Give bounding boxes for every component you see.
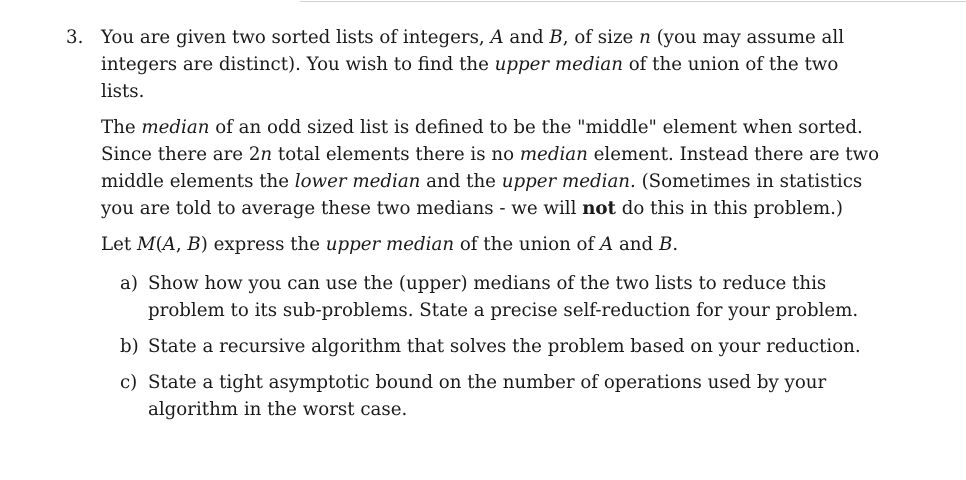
- math-paren: ): [200, 234, 208, 255]
- subparts-list: [120, 270, 886, 423]
- notation-emphasis: upper median: [325, 234, 455, 255]
- definition-bold: not: [582, 198, 616, 219]
- math-A: A: [600, 234, 614, 255]
- subpart-text: Show how you can use the (upper) medians of the two lists to reduce this problem to its sub-problems. State a precise self-reduction for your problem.: [148, 273, 859, 321]
- math-n: n: [639, 27, 651, 48]
- subpart-b: [120, 333, 886, 360]
- problem-3: [66, 24, 886, 432]
- subpart-label: a): [120, 273, 138, 294]
- subpart-text: State a recursive algorithm that solves the problem based on your reduction.: [148, 336, 861, 357]
- notation-text: .: [672, 234, 679, 255]
- notation-text: and: [613, 234, 659, 255]
- definition-text: total elements there is no: [272, 144, 520, 165]
- definition-text: (Sometimes in statistics you are told to average these two medians - we will: [101, 171, 863, 219]
- top-rule: [300, 1, 966, 2]
- notation-text: Let: [101, 234, 137, 255]
- intro-text: (you may assume all integers are distinct). You wish to find the: [101, 27, 845, 75]
- notation-statement: [101, 231, 886, 258]
- intro-text: , of size: [562, 27, 640, 48]
- math-B: B: [549, 27, 563, 48]
- intro-text: of the union of the two lists.: [101, 54, 839, 102]
- math-M: M: [136, 234, 156, 255]
- intro-text: You are given two sorted lists of integers,: [101, 27, 491, 48]
- math-A: A: [490, 27, 504, 48]
- notation-text: of the union of: [454, 234, 601, 255]
- definition-emphasis: lower median: [294, 171, 421, 192]
- definition-text: and the: [420, 171, 502, 192]
- definition-text: The: [101, 117, 142, 138]
- definition-text: element. Instead there are two middle elements the: [101, 144, 880, 192]
- math-B: B: [658, 234, 673, 255]
- definition-text: of an odd sized list is defined to be the "middle" element when sorted. Since there are: [101, 117, 863, 165]
- math-paren: (: [155, 234, 163, 255]
- definition-text: do this in this problem.): [615, 198, 843, 219]
- intro-emphasis: upper median: [494, 54, 623, 75]
- intro-text: and: [503, 27, 550, 48]
- subpart-label: b): [120, 336, 139, 357]
- notation-text: express the: [207, 234, 326, 255]
- math-B: B: [187, 234, 201, 255]
- math-two: 2: [248, 144, 261, 165]
- subpart-text: State a tight asymptotic bound on the number of operations used by your algorithm in the worst case.: [148, 372, 827, 420]
- median-definition: [101, 114, 886, 222]
- problem-intro: [101, 24, 886, 105]
- problem-body: [101, 24, 886, 423]
- problem-number: 3.: [66, 27, 84, 48]
- definition-emphasis: upper median.: [501, 171, 636, 192]
- definition-emphasis: median: [141, 117, 210, 138]
- subpart-a: [120, 270, 886, 324]
- subpart-c: [120, 369, 886, 423]
- math-comma: ,: [175, 234, 188, 255]
- math-n: n: [260, 144, 273, 165]
- math-A: A: [162, 234, 176, 255]
- subpart-label: c): [120, 372, 138, 393]
- definition-emphasis: median: [519, 144, 588, 165]
